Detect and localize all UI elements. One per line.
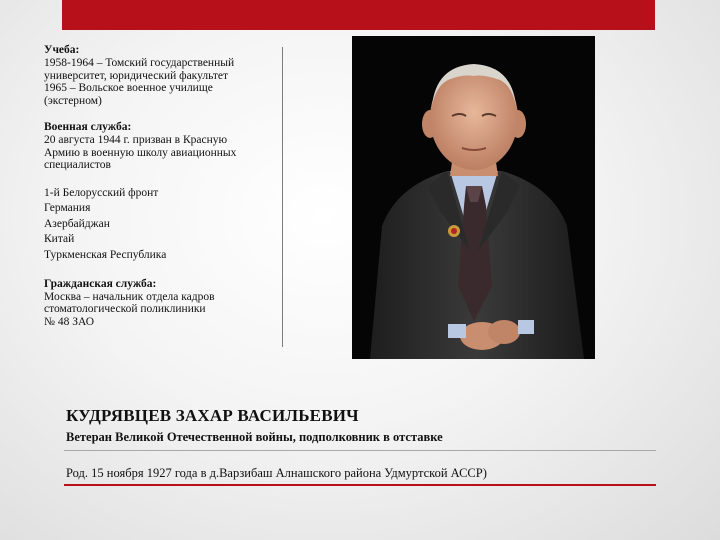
place-item: Китай <box>44 233 75 246</box>
study-line: университет, юридический факультет <box>44 69 229 82</box>
military-line: 20 августа 1944 г. призван в Красную <box>44 134 228 147</box>
place-item: Туркменская Республика <box>44 249 167 262</box>
person-name: КУДРЯВЦЕВ ЗАХАР ВАСИЛЬЕВИЧ <box>66 406 359 425</box>
place-item: 1-й Белорусский фронт <box>44 186 159 199</box>
civil-heading: Гражданская служба: <box>44 277 157 290</box>
military-heading: Военная служба: <box>44 121 132 134</box>
study-line: (экстерном) <box>44 94 102 107</box>
military-section <box>44 121 276 172</box>
civil-line: Москва – начальник отдела кадров <box>44 291 215 304</box>
study-line: 1965 – Вольское военное училище <box>44 82 213 95</box>
biography-column <box>44 44 276 342</box>
civil-line: № 48 ЗАО <box>44 315 95 328</box>
military-line: Армию в военную школу авиационных <box>44 146 237 159</box>
portrait-illustration <box>352 36 595 359</box>
separator-line <box>64 450 656 451</box>
places-section <box>44 186 276 264</box>
civil-section <box>44 278 276 329</box>
study-heading: Учеба: <box>44 44 80 56</box>
study-section <box>44 44 276 107</box>
place-item: Азербайджан <box>44 217 110 230</box>
person-subtitle: Ветеран Великой Отечественной войны, подполковник в отставке <box>66 430 443 444</box>
civil-line: стоматологической поликлиники <box>44 303 206 316</box>
birth-info: Род. 15 ноября 1927 года в д.Варзибаш Алнашского района Удмуртской АССР) <box>66 466 487 480</box>
column-divider <box>282 47 283 347</box>
top-red-bar <box>62 0 655 30</box>
military-line: специалистов <box>44 159 111 172</box>
study-line: 1958-1964 – Томский государственный <box>44 57 235 70</box>
bottom-red-line <box>64 484 656 486</box>
portrait-photo <box>352 36 595 359</box>
place-item: Германия <box>44 202 91 215</box>
